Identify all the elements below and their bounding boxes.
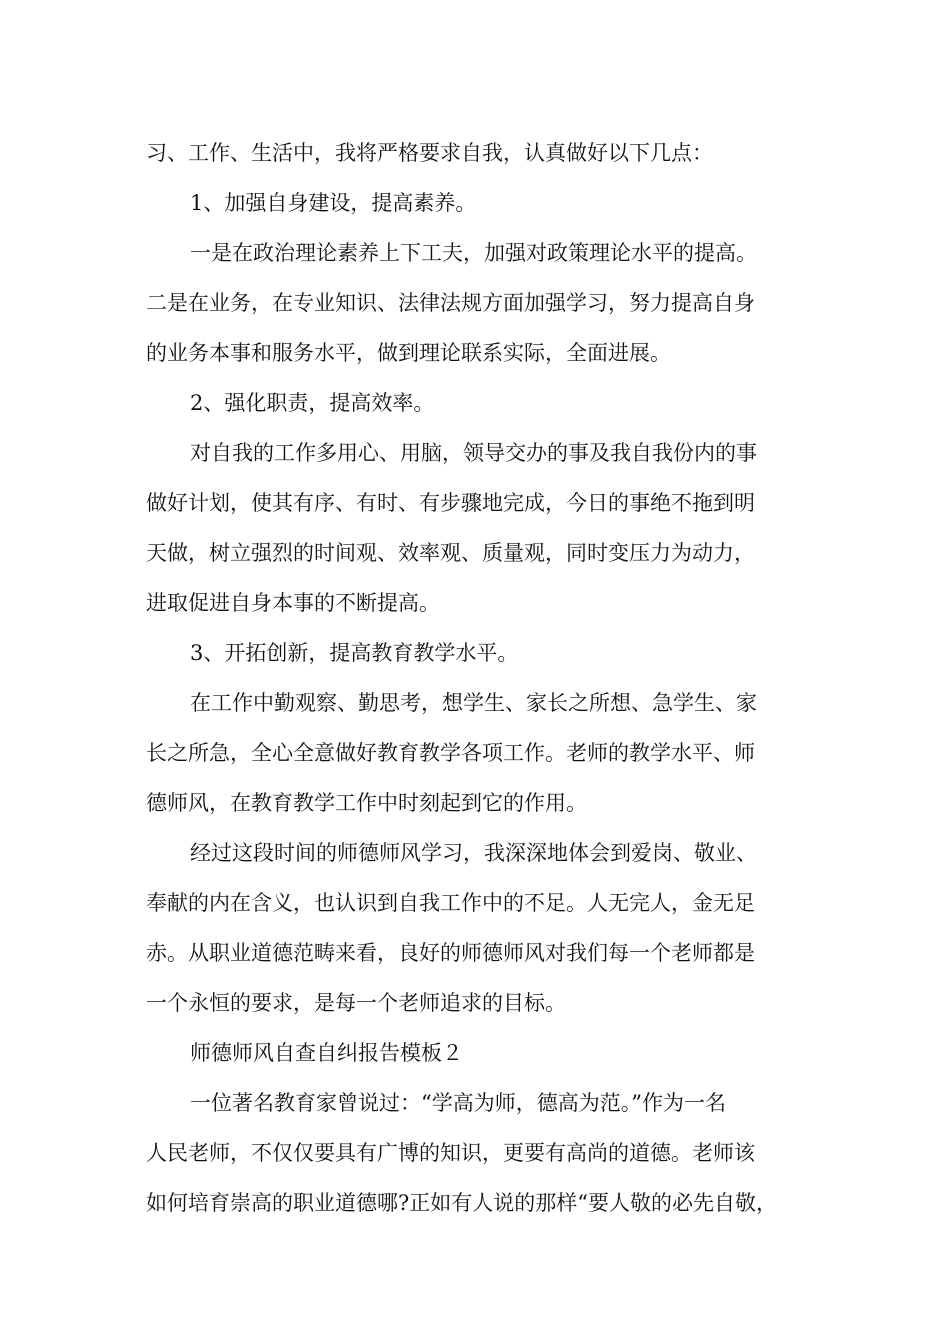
- text-line: 天做，树立强烈的时间观、效率观、质量观，同时变压力为动力，: [146, 541, 755, 565]
- text-line: 1、加强自身建设，提高素养。: [190, 191, 477, 215]
- text-line: 习、工作、生活中，我将严格要求自我，认真做好以下几点：: [146, 141, 713, 165]
- text-line: 长之所急，全心全意做好教育教学各项工作。老师的教学水平、师: [146, 741, 755, 765]
- text-line: 经过这段时间的师德师风学习，我深深地体会到爱岗、敬业、: [190, 841, 757, 865]
- text-line: 对自我的工作多用心、用脑，领导交办的事及我自我份内的事: [190, 441, 757, 465]
- text-line: 一个永恒的要求，是每一个老师追求的目标。: [146, 991, 566, 1015]
- text-line: 德师风，在教育教学工作中时刻起到它的作用。: [146, 791, 587, 815]
- text-line: 如何培育崇高的职业道德哪?正如有人说的那样“要人敬的必先自敬，: [146, 1191, 777, 1215]
- text-line: 奉献的内在含义，也认识到自我工作中的不足。人无完人，金无足: [146, 891, 755, 915]
- text-line: 二是在业务，在专业知识、法律法规方面加强学习，努力提高自身: [146, 291, 755, 315]
- text-line: 的业务本事和服务水平，做到理论联系实际，全面进展。: [146, 341, 671, 365]
- text-line: 赤。从职业道德范畴来看，良好的师德师风对我们每一个老师都是: [146, 941, 755, 965]
- document-body: [146, 128, 826, 1228]
- text-line: 师德师风自查自纠报告模板２: [190, 1041, 463, 1065]
- text-line: 进取促进自身本事的不断提高。: [146, 591, 440, 615]
- text-line: 2、强化职责，提高效率。: [190, 391, 435, 415]
- text-line: 3、开拓创新，提高教育教学水平。: [190, 641, 519, 665]
- text-line: 在工作中勤观察、勤思考，想学生、家长之所想、急学生、家: [190, 691, 757, 715]
- text-line: 人民老师，不仅仅要具有广博的知识，更要有高尚的道德。老师该: [146, 1141, 755, 1165]
- text-line: 一是在政治理论素养上下工夫，加强对政策理论水平的提高。: [190, 241, 757, 265]
- text-line: 做好计划，使其有序、有时、有步骤地完成，今日的事绝不拖到明: [146, 491, 755, 515]
- text-line: 一位著名教育家曾说过：“学高为师，德高为范。”作为一名: [190, 1091, 726, 1115]
